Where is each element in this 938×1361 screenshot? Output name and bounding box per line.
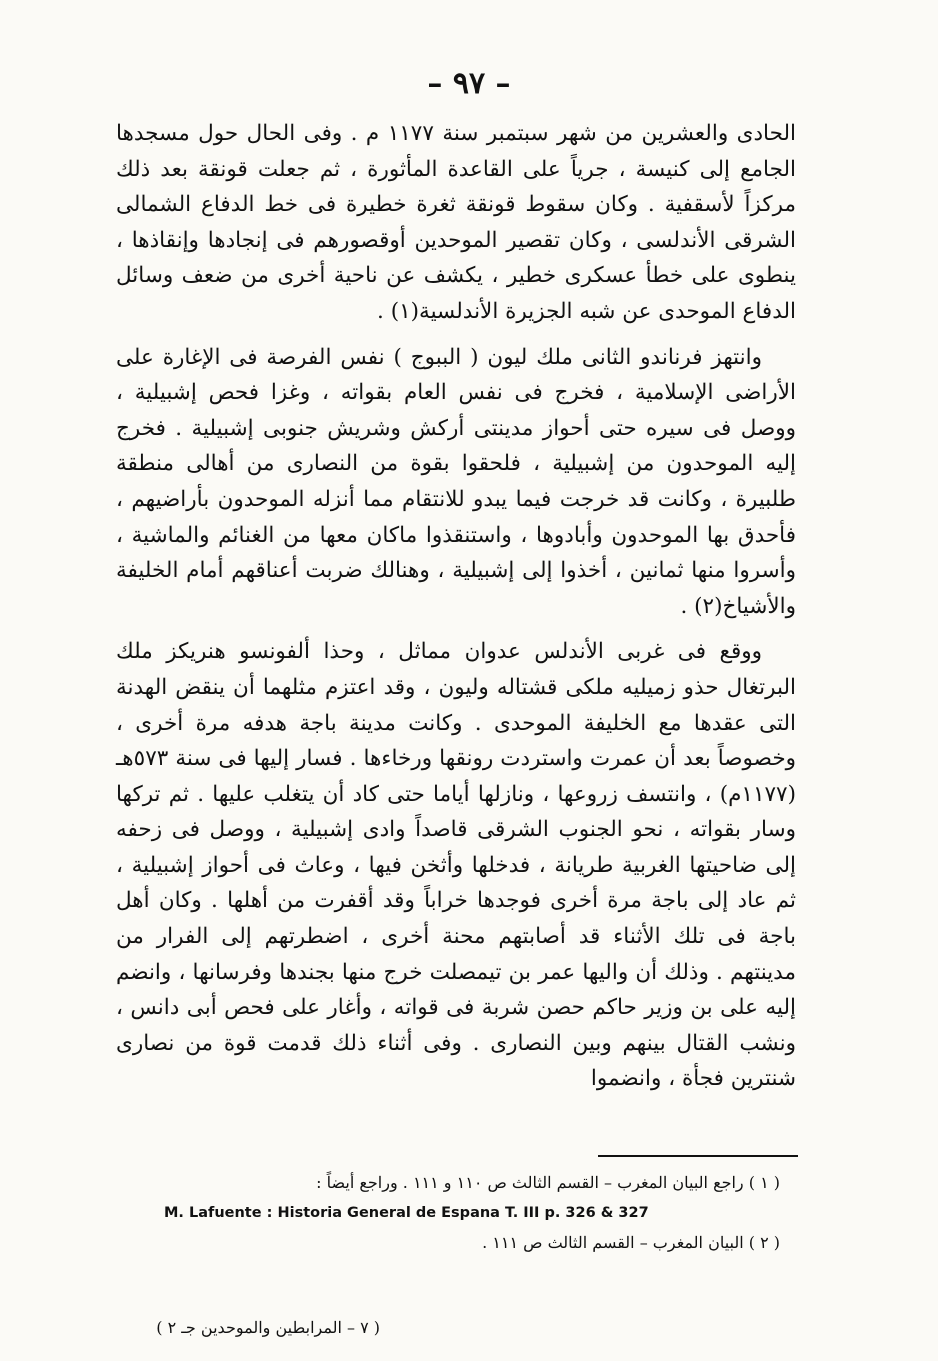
footnote-2: ( ٢ ) البيان المغرب – القسم الثالث ص ١١١ . bbox=[482, 1233, 780, 1252]
paragraph: الحادى والعشرين من شهر سبتمبر سنة ١١٧٧ م . وفى الحال حول مسجدها الجامع إلى كنيسة ، جرياً على القاعدة المأثورة ، ثم جعلت قونقة بعد ذلك مركزاً لأسقفية . وكان سقوط قونقة ثغرة خطيرة فى خط الدفاع الشمالى الشرقى الأندلسى ، وكان تقصير الموحدين أوقصورهم فى إنجادها وإنقاذها ، ينطوى على خطأ عسكرى خطير ، يكشف عن ناحية أخرى من ضعف وسائل الدفاع الموحدى عن شبه الجزيرة الأندلسية(١) . bbox=[116, 121, 796, 324]
footnote-divider bbox=[598, 1155, 798, 1157]
signature-mark: ( ٧ – المرابطين والموحدين جـ ٢ ) bbox=[156, 1318, 380, 1337]
paragraph: وانتهز فرناندو الثانى ملك ليون ( الببوج ) نفس الفرصة فى الإغارة على الأراضى الإسلامية ، فخرج فى نفس العام بقواته ، وغزا فحص إشبيلية ، ووصل فى سيره حتى أحواز مدينتى أركش وشريش جنوبى إشبيلية . فخرج إليه الموحدون من إشبيلية ، فلحقوا بقوة من النصارى من أهالى منطقة طلبيرة ، وكانت قد خرجت فيما يبدو للانتقام مما أنزله الموحدون بأراضيهم ، فأحدق بها الموحدون وأبادوها ، واستنقذوا ماكان معها من الغنائم والماشية ، وأسروا منها ثمانين ، أخذوا إلى إشبيلية ، وهنالك ضربت أعناقهم أمام الخليفة والأشياخ(٢) . bbox=[116, 344, 796, 619]
footnotes bbox=[150, 1168, 780, 1258]
footnote-1: ( ١ ) راجع البيان المغرب – القسم الثالث ص ١١٠ و ١١١ . وراجع أيضاً : bbox=[316, 1173, 780, 1192]
paragraph: ووقع فى غربى الأندلس عدوان مماثل ، وحذا ألفونسو هنريكز ملك البرتغال حذو زميليه ملكى قشتاله وليون ، وقد اعتزم مثلهما أن ينقض الهدنة التى عقدها مع الخليفة الموحدى . وكانت مدينة باجة هدفه مرة أخرى ، وخصوصاً بعد أن عمرت واستردت رونقها ورخاءها . فسار إليها فى سنة ٥٧٣هـ (١١٧٧م) ، وانتسف زروعها ، ونازلها أياما حتى كاد أن يتغلب عليها . ثم تركها وسار بقواته ، نحو الجنوب الشرقى قاصداً وادى إشبيلية ، ووصل فى زحفه إلى ضاحيتها الغربية طريانة ، فدخلها وأثخن فيها ، وعاث فى أحواز إشبيلية ، ثم عاد إلى باجة مرة أخرى فوجدها خراباً وقد أقفرت من أهلها . وكان أهل باجة فى تلك الأثناء قد أصابتهم محنة أخرى ، اضطرتهم إلى الفرار من مدينتهم . وذلك أن واليها عمر بن تيمصلت خرج منها بجندها وفرسانها ، وانضم إليه على بن وزير حاكم حصن شربة فى قواته ، وأغار على فحص أبى دانس ، ونشب القتال بينهم وبين النصارى . وفى أثناء ذلك قدمت قوة من نصارى شنترين فجأة ، وانضموا bbox=[116, 639, 796, 1092]
footnote-1-reference: M. Lafuente : Historia General de Espana T. III p. 326 & 327 bbox=[164, 1205, 649, 1221]
page-number: – ٩٧ – bbox=[427, 66, 511, 101]
main-text bbox=[116, 116, 796, 1107]
